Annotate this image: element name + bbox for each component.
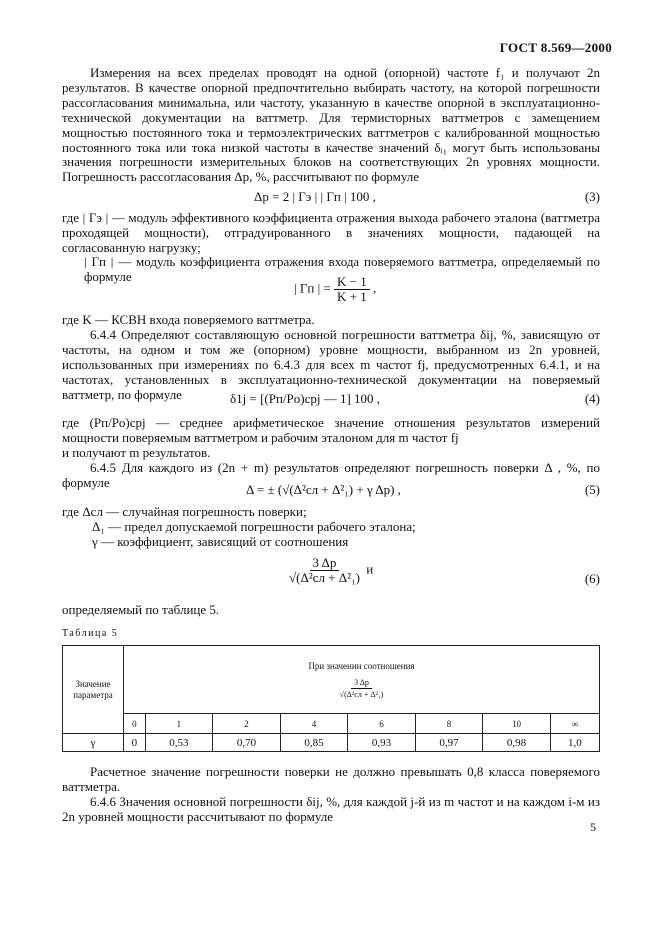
table-caption: Таблица 5: [62, 628, 119, 639]
where-effective-reflection: где | Гэ | — модуль эффективного коэффициента отражения выхода рабочего эталона (ваттметра проходящей мощности), отградуированного в значениях мощности, падающей на согласованную нагрузку;: [62, 210, 600, 255]
ratio-header-text: При значении соотношения: [308, 661, 415, 671]
ratio-cell: 0: [124, 714, 146, 734]
ratio-cell: 6: [348, 714, 416, 734]
ratio-numerator: 3 Δp: [351, 677, 372, 689]
gamma-value: 0,98: [483, 734, 551, 752]
gp-fraction: [334, 275, 370, 304]
ratio-cell: 1: [145, 714, 213, 734]
ratio-cell: 8: [415, 714, 483, 734]
paragraph-measurements: Измерения на всех пределах проводят на одной (опорной) частоте f₁ и получают 2n результатов. В качестве опорной предпочтительно выбирать частоту, на которой погрешности рассогласования минимальна, или частоту, указанную в качестве опорной в эксплуатационно-технической документации на ваттметр. Для термисторных ваттметров с замещением мощностью постоянного тока и термоэлектрических ваттметров с калиброванной мощностью постоянного тока или тока низкой частоты в качестве значений δᵢ₁ могут быть использованы значения погрешности измерительных блоков на соответствующих 2n уровнях мощности. Погрешность рассогласования Δp, %, рассчитывают по формуле: [62, 65, 600, 185]
ratio-cell: 2: [213, 714, 281, 734]
gamma-label: γ: [63, 734, 124, 752]
gamma-value: 0,93: [348, 734, 416, 752]
document-code: ГОСТ 8.569—2000: [499, 40, 612, 55]
gp-lhs: | Гп | =: [294, 280, 331, 296]
gamma-value: 0,53: [145, 734, 213, 752]
where-vswr: где K — КСВН входа поверяемого ваттметра.: [62, 312, 315, 327]
formula-reflection-coefficient: [294, 275, 376, 304]
where-standard-limit: Δ₁ — предел допускаемой погрешности рабочего эталона;: [92, 519, 416, 534]
ratio-cell: 4: [280, 714, 348, 734]
table-gamma-row: [63, 734, 600, 752]
gamma-value: 0,70: [213, 734, 281, 752]
formula-6-number: (6): [584, 571, 600, 586]
f6-denominator: √(Δ²сл + Δ²₁): [289, 570, 360, 585]
f6-numerator: 3 Δp: [310, 556, 340, 571]
gamma-value: 0: [124, 734, 146, 752]
ratio-fraction: [337, 677, 387, 700]
gamma-value: 0,85: [280, 734, 348, 752]
gamma-value: 1,0: [550, 734, 599, 752]
gp-denominator: K + 1: [337, 289, 367, 304]
page-number: 5: [590, 820, 596, 834]
table-5: [62, 645, 600, 752]
formula-3-number: (3): [584, 189, 600, 204]
ratio-denominator: √(Δ²сл + Δ²₁): [339, 690, 384, 699]
formula-5-number: (5): [584, 482, 600, 497]
formula-4-number: (4): [584, 391, 600, 406]
where-mean-ratio: где (Pп/Pо)срj — среднее арифметическое значение отношения результатов измерений мощности поверяемым ваттметром и рабочим эталоном для m частот fj: [62, 415, 600, 445]
where-gamma: γ — коэффициент, зависящий от соотношения: [92, 534, 349, 549]
formula-4: δ1j = [(Pп/Pо)срj — 1] 100 ,: [230, 391, 381, 406]
table-ratio-row: [63, 714, 600, 734]
paragraph-6-4-4: 6.4.4 Определяют составляющую основной погрешности ваттметра δij, %, зависящую от частоты, на одном и том же (опорном) уровне мощности, выбранном из 2n уровней, использованных при измерениях по 6.4.3 для всех m частот fj, предусмотренных 6.4.1, и на частотах, установленных в эксплуатационно-технической документации на поверяемый ваттметр, по формуле: [62, 327, 600, 402]
gp-numerator: K − 1: [334, 275, 370, 290]
where-input-reflection: | Гп | — модуль коэффициента отражения входа поверяемого ваттметра, определяемый по формуле: [84, 254, 600, 284]
paragraph-6-4-5: 6.4.5 Для каждого из (2n + m) результатов определяют погрешность поверки Δ , %, по формуле: [62, 460, 600, 490]
f6-tail: и: [366, 561, 374, 577]
paragraph-defined-by-table: определяемый по таблице 5.: [62, 602, 220, 617]
formula-5: Δ = ± (√(Δ²сл + Δ²₁) + γ Δp) ,: [246, 482, 401, 497]
formula-6: [286, 556, 373, 585]
table-ratio-header: [124, 646, 600, 714]
formula-3: Δp = 2 | Гэ | | Гп | 100 ,: [254, 189, 376, 204]
gp-tail: ,: [373, 280, 377, 296]
where-m-results: и получают m результатов.: [62, 445, 211, 460]
f6-fraction: [286, 556, 363, 585]
ratio-cell: 10: [483, 714, 551, 734]
paragraph-6-4-6: 6.4.6 Значения основной погрешности δij, %, для каждой j-й из m частот и на каждом i-м из 2n уровней мощности рассчитывают по формуле: [62, 794, 600, 824]
ratio-cell: ∞: [550, 714, 599, 734]
table-param-header: Значение параметра: [63, 646, 124, 734]
where-random-error: где Δсл — случайная погрешность поверки;: [62, 504, 307, 519]
gamma-value: 0,97: [415, 734, 483, 752]
paragraph-calc-limit: Расчетное значение погрешности поверки не должно превышать 0,8 класса поверяемого ваттметра.: [62, 764, 600, 794]
